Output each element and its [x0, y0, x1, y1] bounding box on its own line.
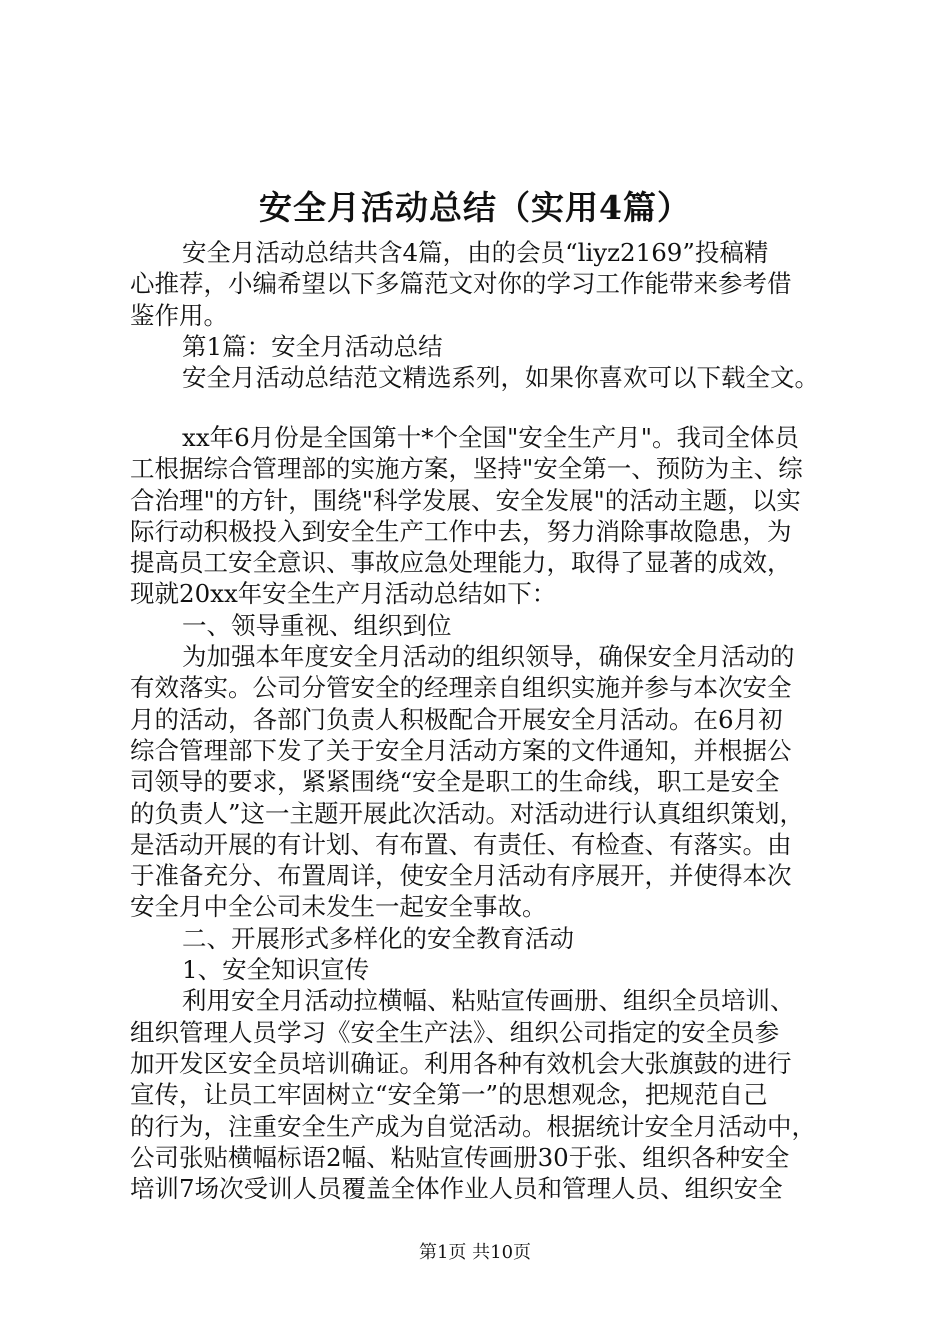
paragraph-line: 的行为，注重安全生产成为自觉活动。根据统计安全月活动中， [130, 1111, 816, 1141]
paragraph-line: xx年6月份是全国第十*个全国"安全生产月"。我司全体员 [182, 423, 800, 452]
paragraph-line: 提高员工安全意识、事故应急处理能力，取得了显著的成效， [130, 548, 792, 578]
paragraph-line: 利用安全月活动拉横幅、粘贴宣传画册、组织全员培训、 [182, 986, 795, 1016]
paragraph-line: 工根据综合管理部的实施方案，坚持"安全第一、预防为主、综 [130, 454, 803, 484]
paragraph-line: 安全月中全公司未发生一起安全事故。 [130, 892, 547, 922]
page-number-footer: 第1页 共10页 [418, 1242, 532, 1263]
document-title: 安全月活动总结（实用4篇） [259, 188, 691, 227]
paragraph-line: 的负责人”这一主题开展此次活动。对活动进行认真组织策划， [130, 798, 805, 828]
section-heading: 二、开展形式多样化的安全教育活动 [182, 923, 574, 953]
paragraph-line: 月的活动，各部门负责人积极配合开展安全月活动。在6月初 [130, 704, 783, 734]
paragraph-line: 加开发区安全员培训确证。利用各种有效机会大张旗鼓的进行 [130, 1048, 792, 1078]
paragraph-line: 公司张贴横幅标语2幅、粘贴宣传画册30于张、组织各种安全 [130, 1142, 790, 1172]
subsection-heading: 1、安全知识宣传 [182, 955, 370, 985]
paragraph-line: 有效落实。公司分管安全的经理亲自组织实施并参与本次安全 [130, 673, 792, 703]
section-heading: 一、领导重视、组织到位 [182, 610, 452, 640]
paragraph-line: 为加强本年度安全月活动的组织领导，确保安全月活动的 [182, 642, 795, 672]
paragraph-line: 合治理"的方针，围绕"科学发展、安全发展"的活动主题，以实 [130, 485, 801, 515]
body-section [130, 422, 836, 1204]
paragraph-line: 于准备充分、布置周详，使安全月活动有序展开，并使得本次 [130, 861, 792, 891]
paragraph-line: 心推荐，小编希望以下多篇范文对你的学习工作能带来参考借 [130, 269, 792, 299]
paragraph-line: 现就20xx年安全生产月活动总结如下： [130, 579, 557, 609]
paragraph-line: 鉴作用。 [130, 300, 228, 330]
paragraph-line: 培训7场次受训人员覆盖全体作业人员和管理人员、组织安全 [130, 1174, 783, 1204]
section-heading: 第1篇：安全月活动总结 [182, 331, 443, 361]
paragraph-line: 综合管理部下发了关于安全月活动方案的文件通知，并根据公 [130, 735, 792, 765]
paragraph-line: 是活动开展的有计划、有布置、有责任、有检查、有落实。由 [130, 829, 792, 859]
paragraph-line: 组织管理人员学习《安全生产法》、组织公司指定的安全员参 [130, 1017, 780, 1047]
paragraph-line: 安全月活动总结范文精选系列，如果你喜欢可以下载全文。 [182, 363, 819, 393]
paragraph-line: 宣传，让员工牢固树立“安全第一”的思想观念，把规范自己 [130, 1080, 768, 1110]
paragraph-line: 安全月活动总结共含4篇，由的会员“liyz2169”投稿精 [182, 238, 769, 267]
paragraph-line: 司领导的要求，紧紧围绕“安全是职工的生命线，职工是安全 [130, 767, 780, 797]
intro-section [130, 237, 836, 393]
paragraph-line: 际行动积极投入到安全生产工作中去，努力消除事故隐患，为 [130, 516, 792, 546]
